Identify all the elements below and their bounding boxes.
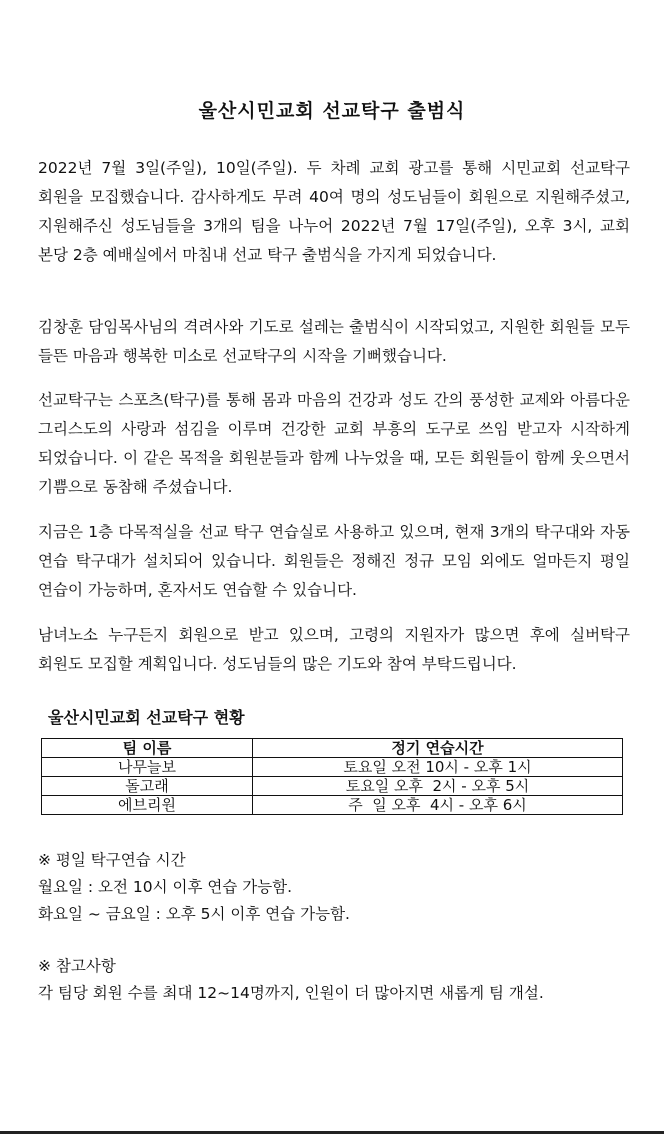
header-team-name: 팀 이름	[42, 739, 253, 758]
paragraph-recruitment: 2022년 7월 3일(주일), 10일(주일). 두 차례 교회 광고를 통해 시민교회 선교탁구 회원을 모집했습니다. 감사하게도 무려 40여 명의 성도님들이 회원으로 지원해주셨고, 지원해주신 성도님들을 3개의 팀을 나누어 2022년 7월 17일(주일), 오후 3시, 교회 본당 2층 예배실에서 마침내 선교 탁구 출범식을 가지게 되었습니다.	[38, 159, 630, 264]
paragraph-ceremony: 김창훈 담임목사님의 격려사와 기도로 설레는 출범식이 시작되었고, 지원한 회원들 모두 들뜬 마음과 행복한 미소로 선교탁구의 시작을 기뻐했습니다.	[38, 318, 630, 365]
practice-time-cell: 토요일 오후 2시 - 오후 5시	[253, 777, 623, 796]
table-header-row	[42, 739, 623, 758]
header-practice-time: 정기 연습시간	[253, 739, 623, 758]
status-table	[41, 738, 623, 815]
table-row	[42, 796, 623, 815]
document-title: 울산시민교회 선교탁구 출범식	[198, 100, 466, 122]
status-table-title: 울산시민교회 선교탁구 현황	[48, 708, 245, 727]
weekday-practice-line: 화요일 ~ 금요일 : 오후 5시 이후 연습 가능함.	[38, 905, 350, 923]
practice-time-cell: 주 일 오후 4시 - 오후 6시	[253, 796, 623, 815]
paragraph-invitation: 남녀노소 누구든지 회원으로 받고 있으며, 고령의 지원자가 많으면 후에 실버탁구 회원도 모집할 계획입니다. 성도님들의 많은 기도와 참여 부탁드립니다.	[38, 626, 630, 673]
practice-time-cell: 토요일 오전 10시 - 오후 1시	[253, 758, 623, 777]
paragraph-facilities: 지금은 1층 다목적실을 선교 탁구 연습실로 사용하고 있으며, 현재 3개의 탁구대와 자동 연습 탁구대가 설치되어 있습니다. 회원들은 정해진 정규 모임 외에도 얼마든지 평일 연습이 가능하며, 혼자서도 연습할 수 있습니다.	[38, 523, 630, 599]
table-row	[42, 758, 623, 777]
bottom-divider	[0, 1131, 664, 1134]
team-name-cell: 돌고래	[42, 777, 253, 796]
reference-heading: ※ 참고사항	[38, 957, 116, 975]
team-name-cell: 에브리원	[42, 796, 253, 815]
reference-line: 각 팀당 회원 수를 최대 12~14명까지, 인원이 더 많아지면 새롭게 팀 개설.	[38, 984, 544, 1002]
reference-notes	[38, 953, 544, 1007]
paragraph-purpose: 선교탁구는 스포츠(탁구)를 통해 몸과 마음의 건강과 성도 간의 풍성한 교제와 아름다운 그리스도의 사랑과 섬김을 이루며 건강한 교회 부흥의 도구로 쓰임 받고자 시작하게 되었습니다. 이 같은 목적을 회원분들과 함께 나누었을 때, 모든 회원들이 함께 웃으면서 기쁨으로 동참해 주셨습니다.	[38, 391, 630, 496]
weekday-practice-line: 월요일 : 오전 10시 이후 연습 가능함.	[38, 878, 293, 896]
weekday-practice-notes	[38, 847, 350, 928]
team-name-cell: 나무늘보	[42, 758, 253, 777]
table-row	[42, 777, 623, 796]
weekday-practice-heading: ※ 평일 탁구연습 시간	[38, 851, 186, 869]
